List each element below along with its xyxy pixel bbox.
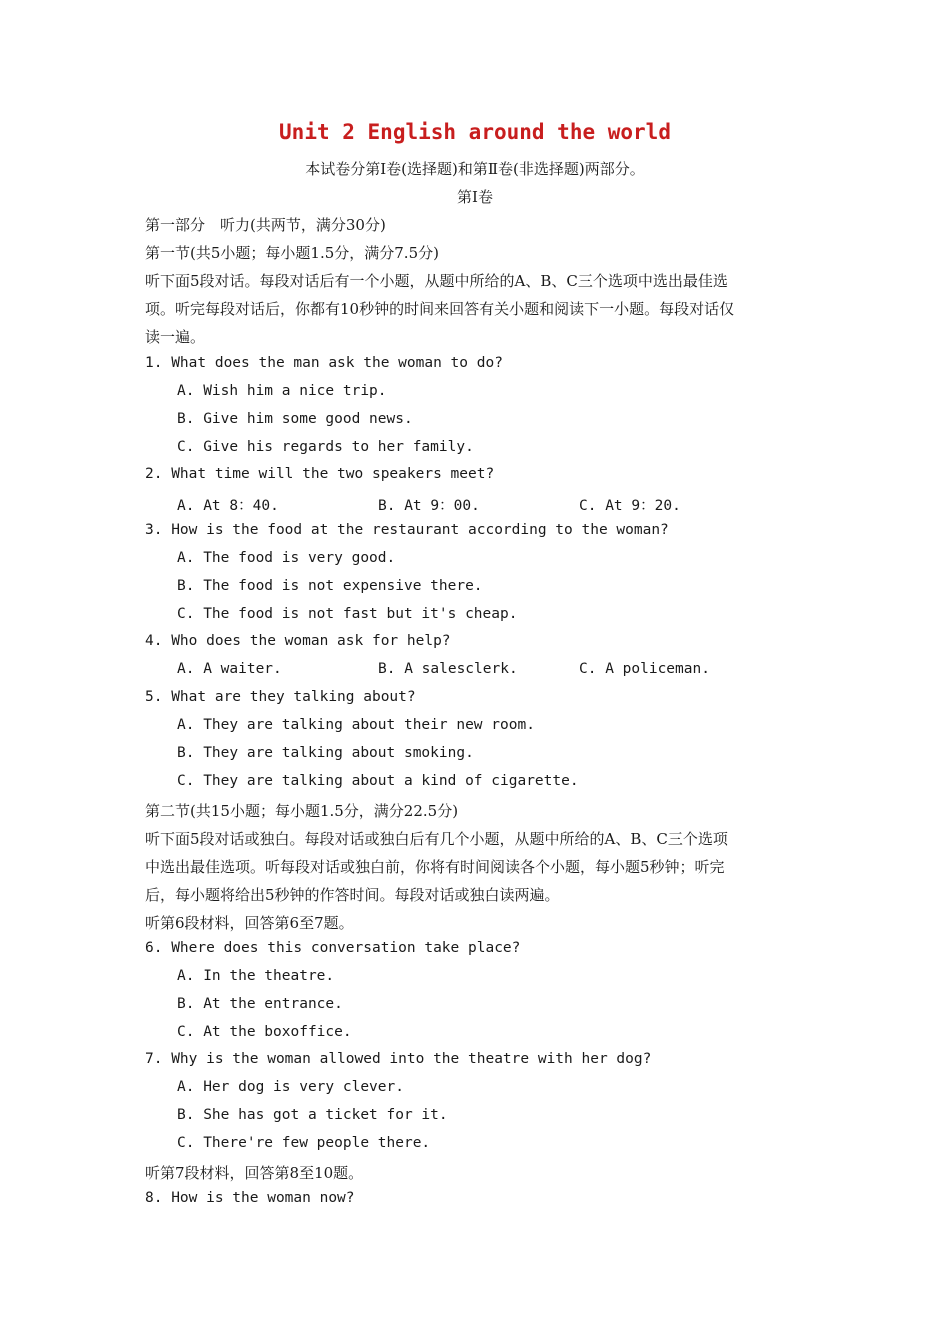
answer-option: C. They are talking about a kind of cigarette. bbox=[177, 773, 579, 789]
instructions-line: 后，每小题将给出5秒钟的作答时间。每段对话或独白读两遍。 bbox=[145, 886, 560, 904]
answer-option: B. At the entrance. bbox=[177, 996, 343, 1012]
question-stem: 7. Why is the woman allowed into the theatre with her dog? bbox=[145, 1051, 652, 1067]
instructions-line: 听下面5段对话或独白。每段对话或独白后有几个小题，从题中所给的A、B、C三个选项 bbox=[145, 830, 728, 848]
section-heading: 第一节(共5小题；每小题1.5分，满分7.5分) bbox=[145, 244, 439, 262]
answer-option: B. They are talking about smoking. bbox=[177, 745, 474, 761]
answer-option: B. A salesclerk. bbox=[378, 661, 518, 677]
answer-option: C. Give his regards to her family. bbox=[177, 439, 474, 455]
answer-option: A. Wish him a nice trip. bbox=[177, 383, 387, 399]
answer-option: B. Give him some good news. bbox=[177, 411, 413, 427]
answer-option: A. At 8：40. bbox=[177, 498, 279, 514]
question-stem: 1. What does the man ask the woman to do? bbox=[145, 355, 503, 371]
answer-option: A. A waiter. bbox=[177, 661, 282, 677]
question-stem: 5. What are they talking about? bbox=[145, 689, 416, 705]
answer-option: A. Her dog is very clever. bbox=[177, 1079, 404, 1095]
section-heading: 第二节(共15小题；每小题1.5分，满分22.5分) bbox=[145, 802, 459, 820]
answer-option: A. The food is very good. bbox=[177, 550, 396, 566]
instructions-line: 项。听完每段对话后，你都有10秒钟的时间来回答有关小题和阅读下一小题。每段对话仅 bbox=[145, 300, 735, 318]
answer-option: C. The food is not fast but it's cheap. bbox=[177, 606, 518, 622]
part-heading: 第一部分 听力(共两节，满分30分) bbox=[145, 216, 386, 234]
answer-option: C. There're few people there. bbox=[177, 1135, 431, 1151]
exam-intro: 本试卷分第Ⅰ卷(选择题)和第Ⅱ卷(非选择题)两部分。 bbox=[305, 160, 645, 178]
question-stem: 2. What time will the two speakers meet? bbox=[145, 466, 495, 482]
instructions-line: 听下面5段对话。每段对话后有一个小题，从题中所给的A、B、C三个选项中选出最佳选 bbox=[145, 272, 728, 290]
answer-option: B. The food is not expensive there. bbox=[177, 578, 483, 594]
answer-option: A. In the theatre. bbox=[177, 968, 335, 984]
question-stem: 8. How is the woman now? bbox=[145, 1190, 355, 1206]
question-stem: 6. Where does this conversation take place? bbox=[145, 940, 521, 956]
volume-heading: 第Ⅰ卷 bbox=[457, 188, 493, 206]
answer-option: C. A policeman. bbox=[579, 661, 710, 677]
question-stem: 4. Who does the woman ask for help? bbox=[145, 633, 451, 649]
material-heading: 听第7段材料，回答第8至10题。 bbox=[145, 1164, 364, 1182]
instructions-line: 读一遍。 bbox=[145, 328, 206, 346]
answer-option: A. They are talking about their new room. bbox=[177, 717, 535, 733]
instructions-line: 中选出最佳选项。听每段对话或独白前，你将有时间阅读各个小题，每小题5秒钟；听完 bbox=[145, 858, 725, 876]
answer-option: C. At the boxoffice. bbox=[177, 1024, 352, 1040]
answer-option: C. At 9：20. bbox=[579, 498, 681, 514]
answer-option: B. She has got a ticket for it. bbox=[177, 1107, 448, 1123]
answer-option: B. At 9：00. bbox=[378, 498, 480, 514]
material-heading: 听第6段材料，回答第6至7题。 bbox=[145, 914, 354, 932]
page-title: Unit 2 English around the world bbox=[279, 120, 671, 144]
question-stem: 3. How is the food at the restaurant according to the woman? bbox=[145, 522, 669, 538]
